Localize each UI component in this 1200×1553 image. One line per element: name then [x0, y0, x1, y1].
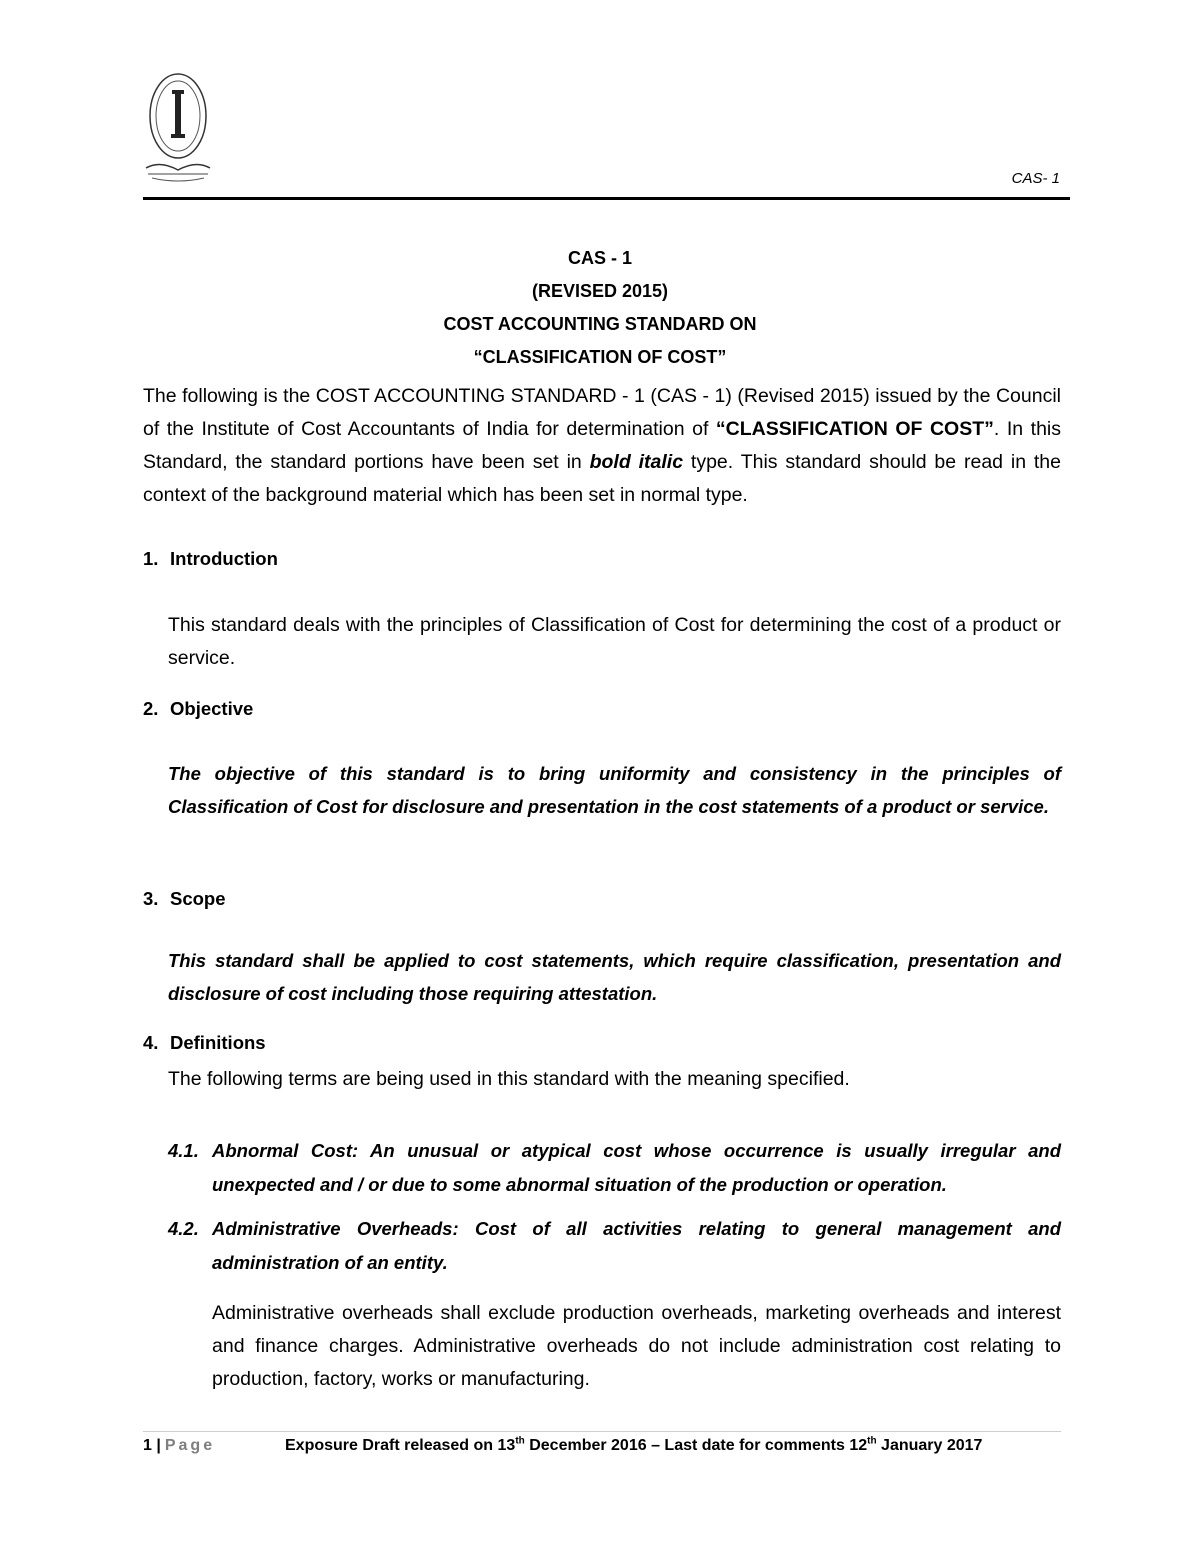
- title-revision: (REVISED 2015): [531, 281, 669, 301]
- icai-emblem-seal-icon: [138, 68, 218, 188]
- section-heading-definitions: 4. Definitions: [143, 1032, 266, 1053]
- definition-abnormal-cost: 4.1. Abnormal Cost: An unusual or atypical cost whose occurrence is usually irregular and unexpected and / or due to some abnormal situation of the production or operation.: [168, 1140, 1061, 1195]
- exposure-draft-note: Exposure Draft released on 13th December 2016 – Last date for comments 12th January 2017: [285, 1435, 983, 1454]
- administrative-overheads-note: Administrative overheads shall exclude production overheads, marketing overheads and interest and finance charges. Administrative overheads do not include administration cost relating to production, factory, works or manufacturing.: [212, 1302, 1061, 1390]
- section-text-scope: This standard shall be applied to cost statements, which require classification, presentation and disclosure of cost including those requiring attestation.: [168, 950, 1061, 1004]
- section-text-introduction: This standard deals with the principles of Classification of Cost for determining the cost of a product or service.: [168, 614, 1061, 669]
- page-footer: [143, 1437, 1061, 1463]
- header-document-code: CAS- 1: [1011, 170, 1060, 187]
- title-subject: “CLASSIFICATION OF COST”: [473, 347, 727, 367]
- header-divider: [143, 197, 1070, 200]
- page-number: 1 | Page: [143, 1437, 216, 1454]
- title-standard-number: CAS - 1: [567, 248, 632, 268]
- document-title-block: [143, 242, 1057, 374]
- section-heading-introduction: 1. Introduction: [143, 548, 278, 569]
- footer-divider: [143, 1431, 1061, 1432]
- section-heading-objective: 2. Objective: [143, 698, 254, 719]
- intro-paragraph: The following is the COST ACCOUNTING STANDARD - 1 (CAS - 1) (Revised 2015) issued by the Council of the Institute of Cost Accountants of India for determination of “CLASSIFICATION OF COST”. In this Standard, the standard portions have been set in bold italic type. This standard should be read in the context of the background material which has been set in normal type.: [143, 385, 1061, 506]
- section-text-objective: The objective of this standard is to bring uniformity and consistency in the principles of Classification of Cost for disclosure and presentation in the cost statements of a product or service.: [168, 763, 1061, 817]
- definition-administrative-overheads: 4.2. Administrative Overheads: Cost of all activities relating to general management and administration of an entity.: [168, 1218, 1061, 1273]
- title-standard-name: COST ACCOUNTING STANDARD ON: [443, 314, 757, 334]
- section-text-definitions: The following terms are being used in this standard with the meaning specified.: [168, 1068, 850, 1090]
- section-heading-scope: 3. Scope: [143, 888, 226, 909]
